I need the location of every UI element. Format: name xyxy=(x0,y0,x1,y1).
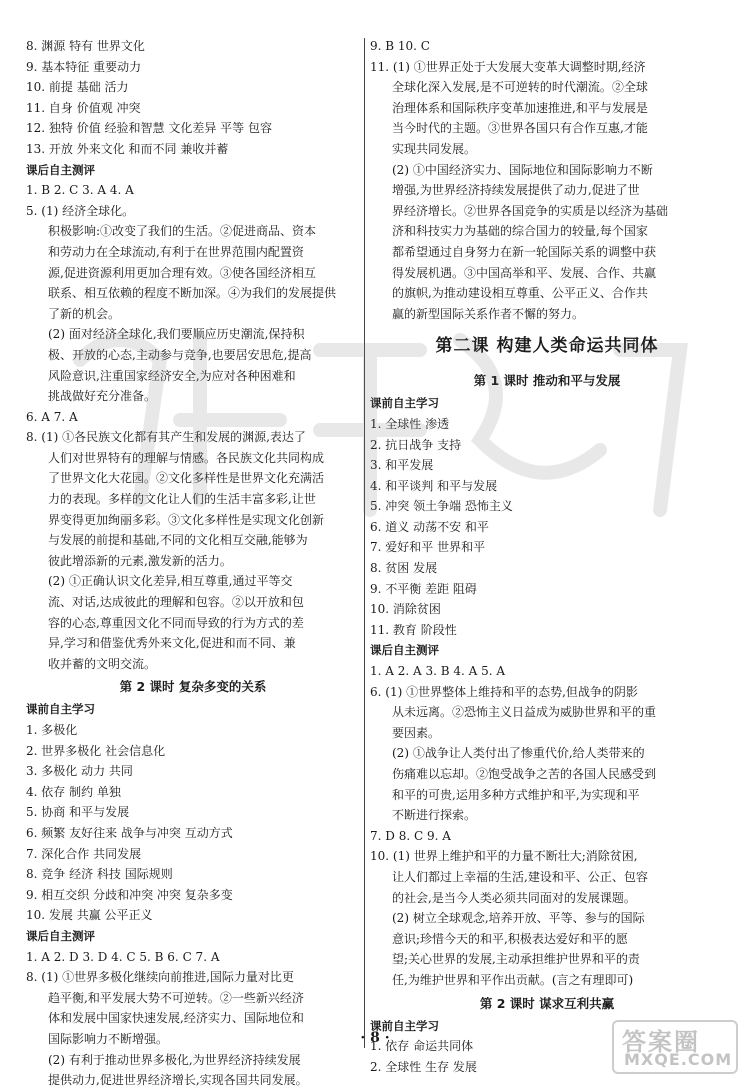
column-divider xyxy=(364,38,365,1048)
answer-line: 了世界文化大花园。②文化多样性是世界文化充满活 xyxy=(48,471,325,486)
watermark-stamp xyxy=(612,1020,738,1074)
section-label: 课前自主学习 xyxy=(370,1018,439,1033)
section-label: 课前自主学习 xyxy=(26,702,95,717)
answer-line: (2) ①正确认识文化差异,相互尊重,通过平等交 xyxy=(48,574,293,589)
answer-line: 11. (1) ①世界正处于大发展大变革大调整时期,经济 xyxy=(370,59,646,74)
answer-line: 伤痛难以忘却。②饱受战争之苦的各国人民感受到 xyxy=(392,767,657,781)
page-number: · 8 · xyxy=(360,1030,390,1046)
answer-line: 5. (1) 经济全球化。 xyxy=(26,203,135,218)
answer-line: 11. 自身 价值观 冲突 xyxy=(26,100,141,115)
answer-line: 望;关心世界的发展,主动承担维护世界和平的责 xyxy=(392,952,640,967)
answer-line: 挑战做好充分准备。 xyxy=(48,389,157,404)
section-label: 课前自主学习 xyxy=(370,396,439,411)
lesson-title: 第二课 构建人类命运共同体 xyxy=(435,336,659,357)
answer-line: 国际影响力不断增强。 xyxy=(48,1031,169,1046)
watermark-text: 答案圈 xyxy=(622,1028,700,1056)
answer-line: 9. 基本特征 重要动力 xyxy=(26,59,142,74)
section-label: 课后自主测评 xyxy=(26,928,95,943)
answer-line: 5. 协商 和平与发展 xyxy=(26,805,130,820)
answer-line: 11. 教育 阶段性 xyxy=(370,622,457,637)
section-label: 课后自主测评 xyxy=(26,162,95,177)
answer-line: 从未远离。②恐怖主义日益成为威胁世界和平的重 xyxy=(392,705,657,720)
answer-line: (2) 有利于推动世界多极化,为世界经济持续发展 xyxy=(48,1052,301,1067)
answer-line: 和平的可贵,运用多种方式维护和平,为实现和平 xyxy=(392,787,640,802)
answer-line: 了新的机会。 xyxy=(48,306,121,321)
answer-line: 9. 不平衡 差距 阻碍 xyxy=(370,581,477,596)
answer-line: 5. 冲突 领土争端 恐怖主义 xyxy=(370,499,513,514)
answer-line: 界经济增长。②世界各国竞争的实质是以经济为基础 xyxy=(392,203,669,218)
answer-line: 让人们都过上幸福的生活,建设和平、公正、包容 xyxy=(392,869,648,884)
answer-line: 1. 多极化 xyxy=(26,723,78,737)
answer-line: 7. 深化合作 共同发展 xyxy=(26,846,142,861)
right-column xyxy=(370,36,724,1077)
answer-line: 1. 依存 命运共同体 xyxy=(370,1039,474,1054)
answer-line: 10. 发展 共赢 公平正义 xyxy=(26,908,153,923)
right-column-top xyxy=(370,36,724,324)
answer-line: 流、对话,达成彼此的理解和包容。②以开放和包 xyxy=(48,595,304,610)
answer-line: 3. 和平发展 xyxy=(370,458,434,473)
answer-line: 源,促进资源利用更加合理有效。③使各国经济相互 xyxy=(48,265,316,280)
answer-line: 8. 贫困 发展 xyxy=(370,561,438,576)
answer-line: 提供动力,促进世界经济增长,实现各国共同发展。 xyxy=(48,1073,308,1088)
answer-line: 1. A 2. D 3. D 4. C 5. B 6. C 7. A xyxy=(26,949,220,964)
section-label: 课后自主测评 xyxy=(370,643,439,658)
answer-line: 联系、相互依赖的程度不断加深。④为我们的发展提供 xyxy=(48,286,337,301)
answer-line: (2) ①中国经济实力、国际地位和国际影响力不断 xyxy=(392,162,653,177)
answer-line: 4. 和平谈判 和平与发展 xyxy=(370,478,498,493)
answer-line: 济和科技实力为基础的综合国力的较量,每个国家 xyxy=(392,224,648,239)
answer-line: 6. 频繁 友好往来 战争与冲突 互动方式 xyxy=(26,825,233,840)
answer-line: 2. 抗日战争 支持 xyxy=(370,437,462,452)
answer-line: 积极影响:①改变了我们的生活。②促进商品、资本 xyxy=(48,224,317,239)
answer-line: 9. 相互交织 分歧和冲突 冲突 复杂多变 xyxy=(26,887,233,902)
lesson-subheading: 第 2 课时 复杂多变的关系 xyxy=(119,679,267,695)
answer-line: 13. 开放 外来文化 和而不同 兼收并蓄 xyxy=(26,141,229,156)
answer-line: 任,为维护世界和平作出贡献。(言之有理即可) xyxy=(392,972,634,987)
answer-line: 收并蓄的文明交流。 xyxy=(48,656,157,671)
answer-line: 4. 依存 制约 单独 xyxy=(26,784,121,799)
answer-line: 极、开放的心态,主动参与竞争,也要居安思危,提高 xyxy=(48,347,312,362)
answer-line: 1. B 2. C 3. A 4. A xyxy=(26,183,134,198)
answer-line: 实现共同发展。 xyxy=(392,141,477,156)
answer-line: 要因素。 xyxy=(392,725,441,740)
answer-line: 的社会,是当今人类必须共同面对的发展课题。 xyxy=(392,890,636,905)
lesson-subheading: 第 2 课时 谋求互利共赢 xyxy=(479,995,615,1011)
answer-line: 7. 爱好和平 世界和平 xyxy=(370,540,486,555)
answer-line: 2. 世界多极化 社会信息化 xyxy=(26,743,166,758)
answer-line: 赢的新型国际关系作者不懈的努力。 xyxy=(392,306,585,321)
answer-line: 趋平衡,和平发展大势不可逆转。②一些新兴经济 xyxy=(48,990,304,1005)
watermark-url: MXQE.COM xyxy=(624,1050,733,1069)
answer-line: (2) 树立全球观念,培养开放、平等、参与的国际 xyxy=(392,911,645,926)
answer-line: 1. 全球性 渗透 xyxy=(370,416,450,431)
answer-line: 6. A 7. A xyxy=(26,409,78,424)
lesson-subheading: 第 1 课时 推动和平与发展 xyxy=(473,373,621,389)
right-column-bottom xyxy=(370,368,724,1077)
answer-line: 8. 渊源 特有 世界文化 xyxy=(26,39,145,53)
answer-line: 风险意识,注重国家经济安全,为应对各种困难和 xyxy=(48,368,296,383)
answer-line: 增强,为世界经济持续发展提供了动力,促进了世 xyxy=(392,183,640,198)
answer-line: 6. 道义 动荡不安 和平 xyxy=(370,519,489,534)
left-column xyxy=(26,36,360,1091)
answer-line: 8. (1) ①世界多极化继续向前推进,国际力量对比更 xyxy=(26,970,294,985)
answer-line: 8. 竞争 经济 科技 国际规则 xyxy=(26,867,173,882)
answer-line: 10. 消除贫困 xyxy=(370,602,441,617)
answer-line: 异,学习和借鉴优秀外来文化,促进和而不同、兼 xyxy=(48,636,296,651)
answer-line: 全球化深入发展,是不可逆转的时代潮流。②全球 xyxy=(392,80,648,95)
answer-line: 意识;珍惜今天的和平,积极表达爱好和平的愿 xyxy=(392,931,628,946)
answer-line: 彼此增添新的元素,激发新的活力。 xyxy=(48,553,232,568)
answer-line: 8. (1) ①各民族文化都有其产生和发展的渊源,表达了 xyxy=(26,430,306,445)
answer-line: (2) ①战争让人类付出了惨重代价,给人类带来的 xyxy=(392,746,645,761)
answer-line: 9. B 10. C xyxy=(370,39,430,53)
answer-line: 体和发展中国家快速发展,经济实力、国际地位和 xyxy=(48,1011,304,1026)
answer-line: (2) 面对经济全球化,我们要顺应历史潮流,保持积 xyxy=(48,327,305,342)
answer-line: 人们对世界特有的理解与情感。各民族文化共同构成 xyxy=(48,450,325,465)
answer-line: 1. A 2. A 3. B 4. A 5. A xyxy=(370,664,506,679)
answer-line: 12. 独特 价值 经验和智慧 文化差异 平等 包容 xyxy=(26,121,272,136)
answer-line: 界变得更加绚丽多彩。③文化多样性是实现文化创新 xyxy=(48,512,325,527)
answer-line: 和劳动力在全球流动,有利于在世界范围内配置资 xyxy=(48,244,304,259)
answer-line: 3. 多极化 动力 共同 xyxy=(26,764,133,779)
answer-line: 力的表现。多样的文化让人们的生活丰富多彩,让世 xyxy=(48,492,316,507)
answer-line: 的旗帜,为推动建设相互尊重、公平正义、合作共 xyxy=(392,286,648,301)
answer-line: 2. 全球性 生存 发展 xyxy=(370,1059,477,1074)
answer-line: 与发展的前提和基础,不同的文化相互交融,能够为 xyxy=(48,533,308,548)
answer-line: 当今时代的主题。③世界各国只有合作互惠,才能 xyxy=(392,121,648,136)
answer-line: 得发展机遇。③中国高举和平、发展、合作、共赢 xyxy=(392,265,657,280)
answer-line: 都希望通过自身努力在新一轮国际关系的调整中获 xyxy=(392,244,657,259)
answer-line: 容的心态,尊重因文化不同而导致的行为方式的差 xyxy=(48,615,304,630)
answer-line: 10. 前提 基础 活力 xyxy=(26,80,129,95)
answer-line: 10. (1) 世界上维护和平的力量不断壮大;消除贫困, xyxy=(370,849,638,864)
answer-line: 不断进行探索。 xyxy=(392,808,477,823)
answer-line: 治理体系和国际秩序变革加速推进,和平与发展是 xyxy=(392,100,648,115)
answer-line: 6. (1) ①世界整体上维持和平的态势,但战争的阴影 xyxy=(370,684,638,699)
answer-line: 7. D 8. C 9. A xyxy=(370,828,451,843)
